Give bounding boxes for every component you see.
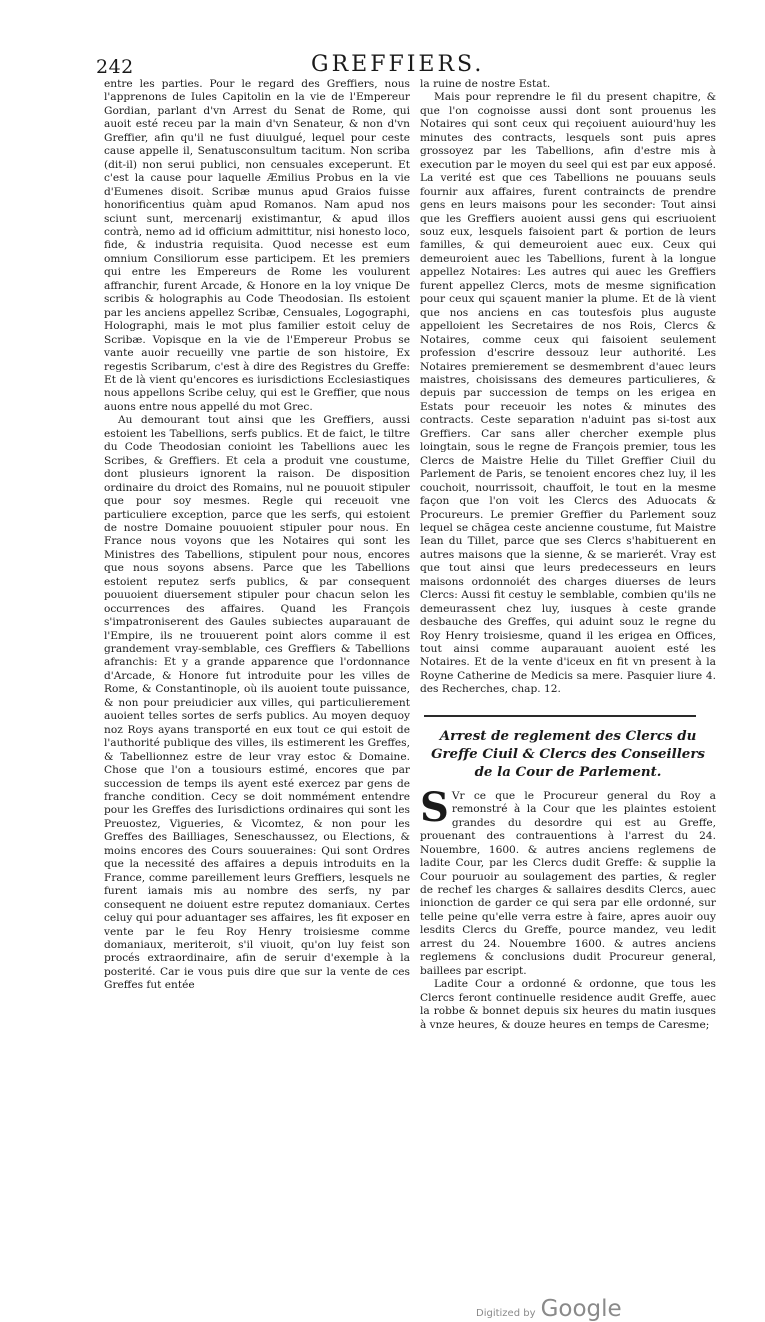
paragraph: la ruine de nostre Estat. [420, 78, 551, 90]
section-divider [424, 715, 696, 717]
arrest-paragraph [420, 783, 716, 978]
digitized-by-label: Digitized by [476, 1308, 536, 1319]
paragraph: Mais pour reprendre le fil du present chapitre, & que l'on cognoisse aussi dont sont prouenus les Notaires qui sont ceux qui reçoiuent auiourd'huy les minutes des contracts, lesquels sont puis apres grossoyez par les Tabellions, afin d'estre mis à execution par le moyen du seel qui est par eux apposé. La verité est que ces Tabellions ne pouuans seuls fournir aux affaires, furent contraincts de prendre gens en leurs maisons pour les seconder: Tout ainsi que les Greffiers auoient aussi gens qui escriuoient souz eux, lesquels faisoient part & portion de leurs familles, & qui demeuroient auec eux. Ceux qui demeuroient auec les Tabellions, furent à la longue appellez Notaires: Les autres qui auec les Greffiers furent appellez Clercs, mots de mesme signification pour ceux qui sçauent manier la plume. Et de là vient que nos anciens en cas toutesfois plus auguste appelloient les Secretaires de nos Rois, Clercs & Notaires, comme ceux qui faisoient seulement profession d'escrire dessouz leur authorité. Les Notaires premierement se desmembrent d'auec leurs maistres, choisissans des demeures particulieres, & depuis par succession de temps on les erigea en Estats pour receuoir les notes & minutes des contracts. Ceste separation n'aduint pas si-tost aux Greffiers. Car sans aller chercher exemple plus loingtain, sous le regne de François premier, tous les Clercs de Maistre Helie du Tillet Greffier Ciuil du Parlement de Paris, se tenoient encores chez luy, il les couchoit, nourrissoit, chauffoit, le tout en la mesme façon que l'on voit les Clercs des Aduocats & Procureurs. Le premier Greffier du Parlement souz lequel se chãgea ceste ancienne coustume, fut Maistre Iean du Tillet, parce que ses Clercs s'habituerent en autres maisons que la sienne, & se marierét. Vray est que tout ainsi que leurs predecesseurs en leurs maisons ordonnoiét des charges diuerses de leurs Clercs: Aussi fit cestuy le semblable, combien qu'ils ne demeurassent chez luy, iusques à ceste grande desbauche des Greffes, qui aduint souz le regne du Roy Henry troisiesme, quand il les erigea en Offices, tout ainsi comme auparauant auoient esté les Notaires. Et de la vente d'iceux en fit vn present à la Royne Catherine de Medicis sa mere. Pasquier liure 4. des Recherches, chap. 12. [420, 91, 716, 696]
left-column [104, 78, 410, 993]
google-logo: Google [540, 1296, 622, 1322]
page-number: 242 [96, 56, 134, 78]
digitized-by-watermark [476, 1296, 622, 1322]
right-column [420, 78, 716, 1032]
running-title: GREFFIERS. [311, 52, 485, 77]
arrest-paragraph: Ladite Cour a ordonné & ordonne, que tous les Clercs feront continuelle residence audit Greffe, auec la robbe & bonnet depuis six heures du matin iusques à vnze heures, & douze heures en temps de Caresme; [420, 978, 716, 1031]
paragraph: entre les parties. Pour le regard des Greffiers, nous l'apprenons de Iules Capitolin en la vie de l'Empereur Gordian, parlant d'vn Arrest du Senat de Rome, qui auoit esté receu par la main d'vn Senateur, & non d'vn Greffier, afin qu'il ne fust diuulgué, lequel pour ceste cause appelle il, Senatusconsultum tacitum. Non scriba (dit-il) non serui publici, non censuales exceperunt. Et c'est la cause pour laquelle Æmilius Probus en la vie d'Eumenes disoit. Scribæ munus apud Graios fuisse honorificentius quàm apud Romanos. Nam apud nos sciunt sunt, mercenarij existimantur, & apud illos contrà, nemo ad id officium admittitur, nisi honesto loco, fide, & industria requisita. Quod necesse est eum omnium Consiliorum esse participem. Et les premiers qui entre les Empereurs de Rome les voulurent affranchir, furent Arcade, & Honore en la loy vnique De scribis & holographis au Code Theodosian. Ils estoient par les anciens appellez Scribæ, Censuales, Logographi, Holographi, mais le mot plus familier estoit celuy de Scribæ. Vopisque en la vie de l'Empereur Probus se vante auoir recueilly vne partie de son histoire, Ex regestis Scribarum, c'est à dire des Registres du Greffe: Et de là vient qu'encores es iurisdictions Ecclesiastiques nous appellons Scribe celuy, qui est le Greffier, que nous auons entre nous appellé du mot Grec. [104, 78, 410, 413]
drop-cap: S [420, 783, 449, 831]
arrest-title: Arrest de reglement des Clercs du Greffe Ciuil & Clercs des Conseillers de la Cour de Parlement. [431, 727, 705, 780]
arrest-paragraph-text: Vr ce que le Procureur general du Roy a remonstré à la Cour que les plaintes estoient grandes du desordre qui est au Greffe, prouenant des contrauentions à l'arrest du 24. Nouembre, 1600. & autres anciens reglemens de ladite Cour, par les Clercs dudit Greffe: & supplie la Cour pouruoir au soulagement des parties, & regler de rechef les charges & sallaires desdits Clercs, auec inionction de garder ce qui sera par elle ordonné, sur telle peine qu'elle verra estre à faire, apres auoir ouy lesdits Clercs du Greffe, pource mandez, veu ledit arrest du 24. Nouembre 1600. & autres anciens reglemens & conclusions dudit Procureur general, baillees par escript. [420, 789, 716, 977]
paragraph: Au demourant tout ainsi que les Greffiers, aussi estoient les Tabellions, serfs publics. Et de faict, le tiltre du Code Theodosian conioint les Tabellions auec les Scribes, & Greffiers. Et cela a produit vne coustume, dont plusieurs ignorent la raison. De disposition ordinaire du droict des Romains, nul ne pouuoit stipuler que pour soy mesmes. Regle qui receuoit vne particuliere exception, parce que les serfs, qui estoient de nostre Domaine pouuoient stipuler pour nous. En France nous voyons que les Notaires qui sont les Ministres des Tabellions, stipulent pour nous, encores que nous soyons absens. Parce que les Tabellions estoient reputez serfs publics, & par consequent pouuoient diuersement stipuler pour chacun selon les occurrences des affaires. Quand les François s'impatroniserent des Gaules subiectes auparauant de l'Empire, ils ne trouuerent point alors comme il est grandement vray-semblable, ces Greffiers & Tabellions afranchis: Et y a grande apparence que l'ordonnance d'Arcade, & Honore fut introduite pour les villes de Rome, & Constantinople, où ils auoient toute puissance, & non pour preiudicier aux villes, qui particulierement auoient telles sortes de serfs publics. Au moyen dequoy noz Roys ayans transporté en eux tout ce qui estoit de l'authorité publique des villes, ils estimerent les Greffes, & Tabellionnez estre de leur vray estoc & Domaine. Chose que l'on a tousiours estimé, encores que par succession de temps ils ayent esté exercez par gens de franche condition. Cecy se doit nommément entendre pour les Greffes des Iurisdictions ordinaires qui sont les Preuostez, Vigueries, & Vicomtez, & non pour les Greffes des Bailliages, Seneschaussez, ou Elections, & moins encores des Cours souueraines: Qui sont Ordres que la necessité des affaires a depuis introduits en la France, comme pareillement leurs Greffiers, lesquels ne furent iamais mis au nombre des serfs, ny par consequent ne doiuent estre reputez domaniaux. Certes celuy qui pour aduantager ses affaires, les fit exposer en vente par le feu Roy Henry troisiesme comme domaniaux, meriteroit, s'il viuoit, qu'on luy feist son procés extraordinaire, afin de seruir d'exemple à la posterité. Car ie vous puis dire que sur la vente de ces Greffes fut entée [104, 414, 410, 992]
